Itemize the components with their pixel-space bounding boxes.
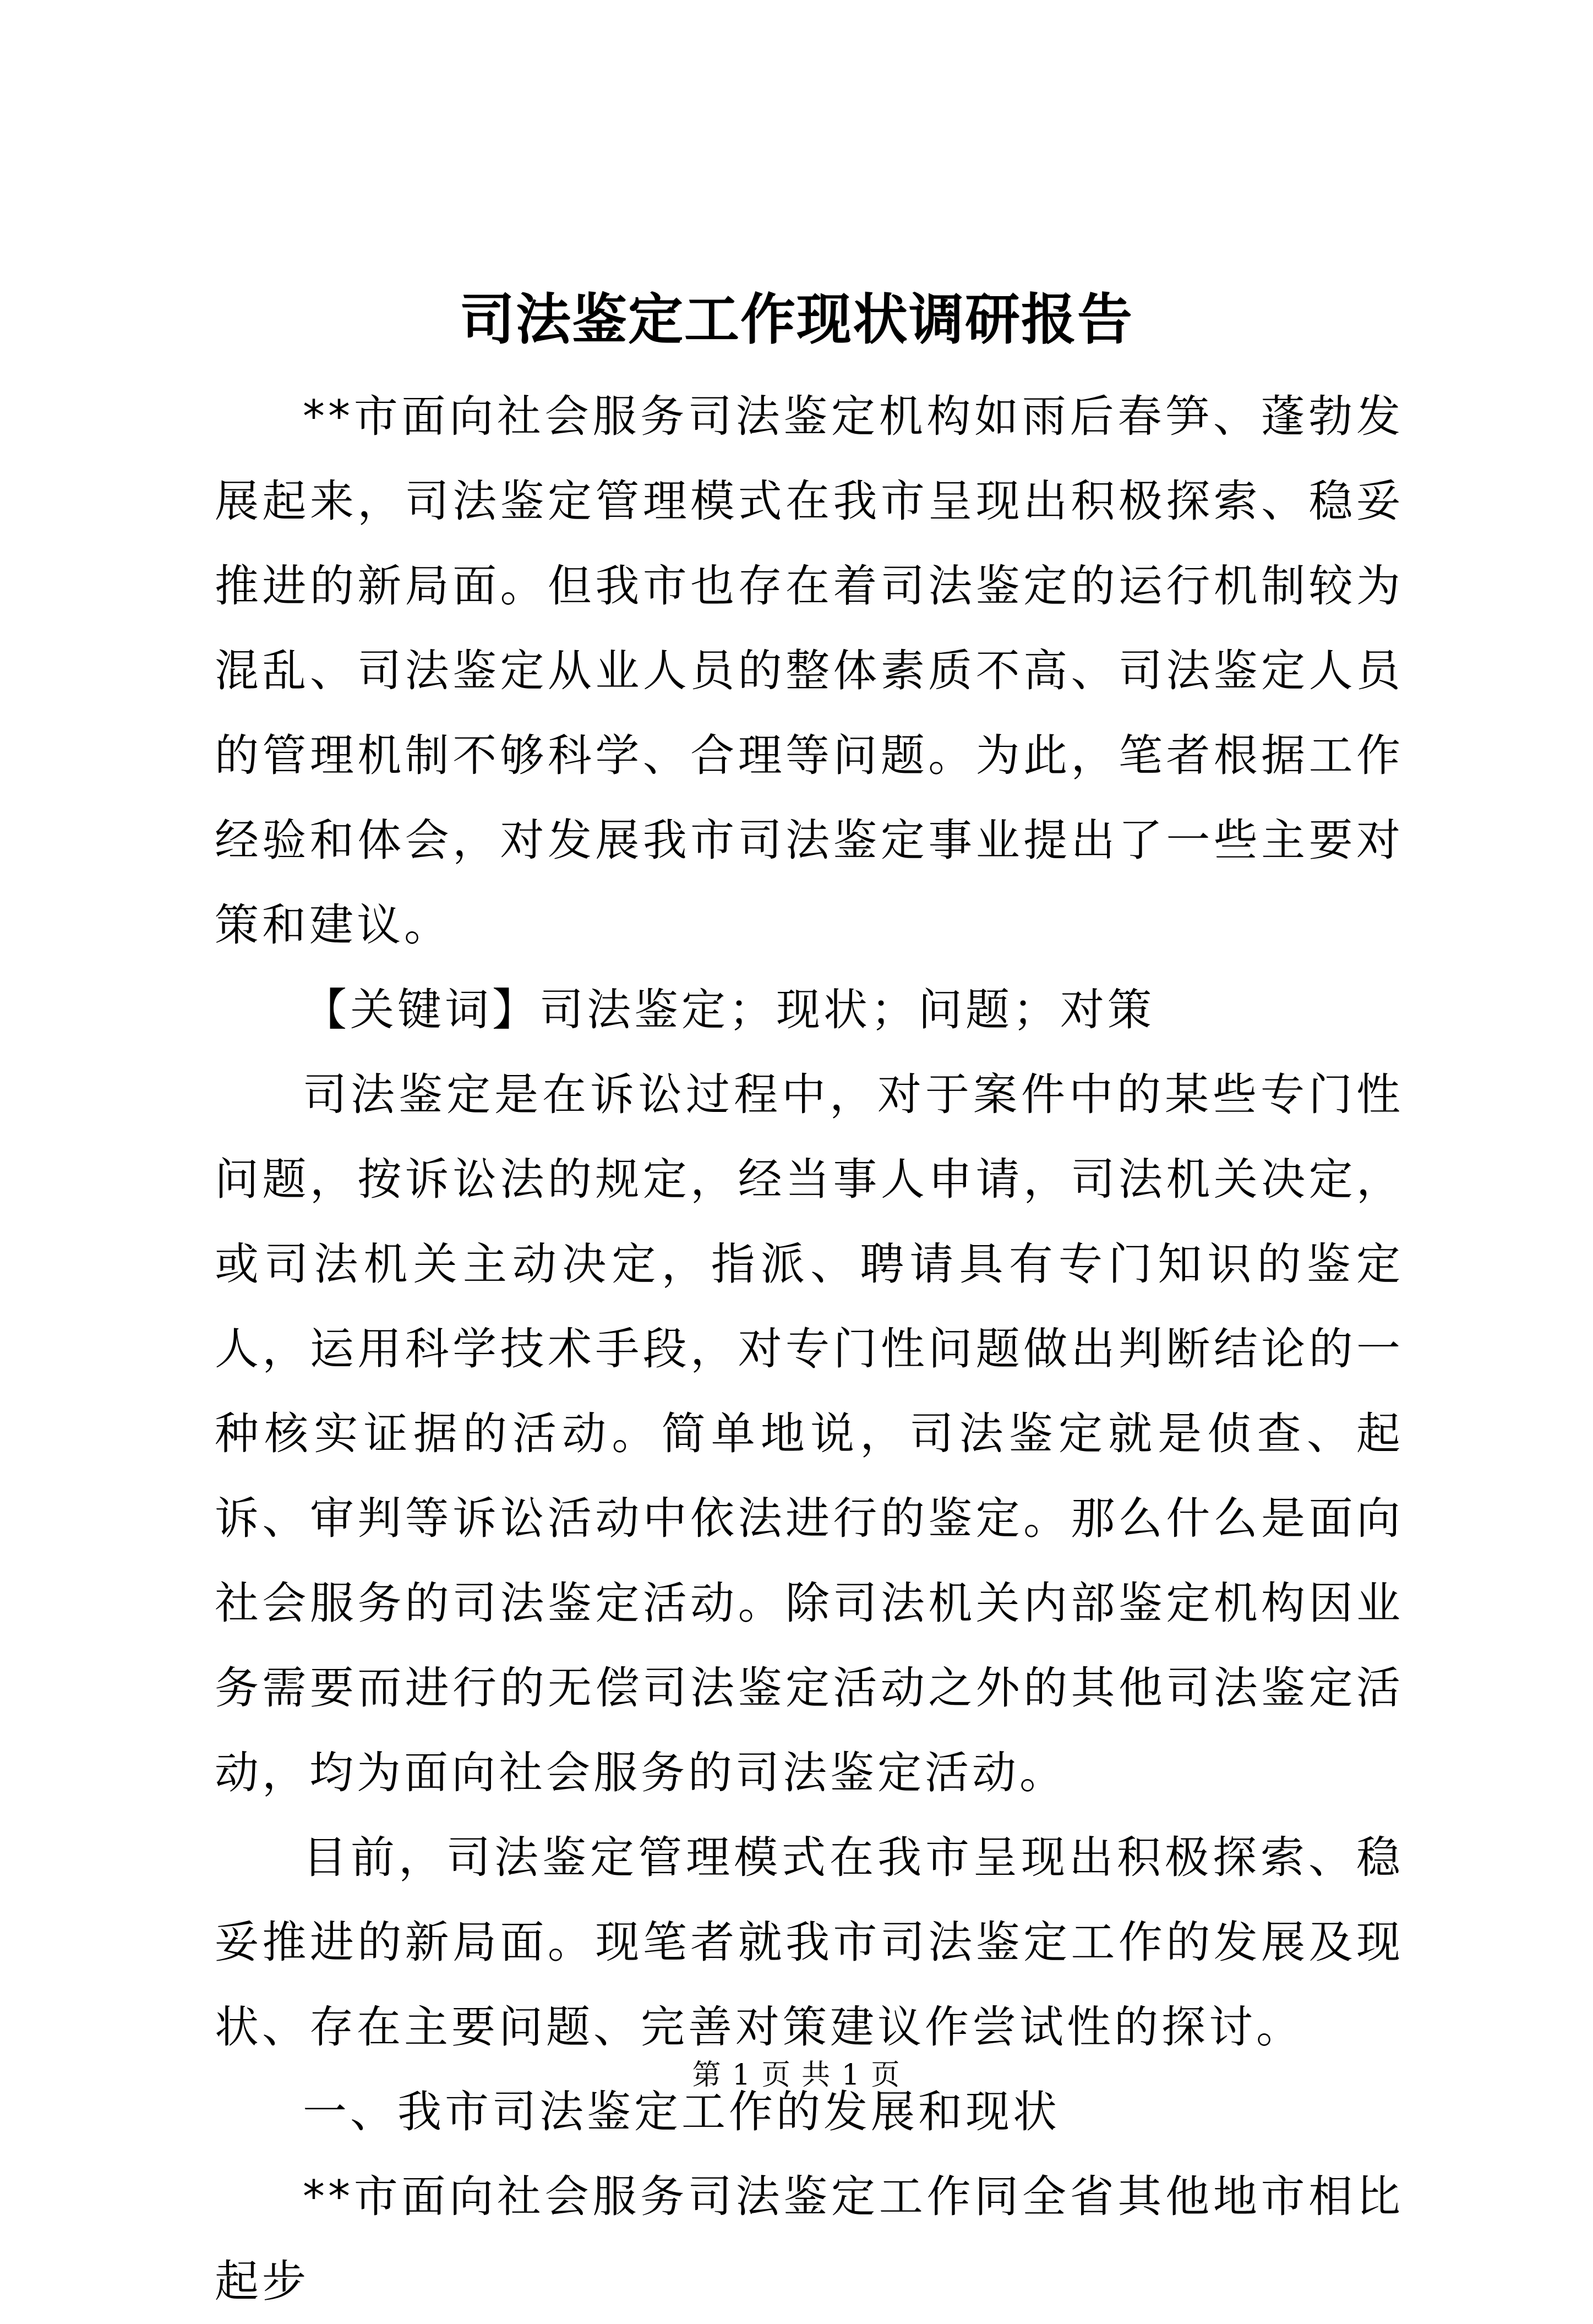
paragraph-intro: **市面向社会服务司法鉴定机构如雨后春笋、蓬勃发展起来，司法鉴定管理模式在我市呈现出积极探索、稳妥推进的新局面。但我市也存在着司法鉴定的运行机制较为混乱、司法鉴定从业人员的整体素质不高、司法鉴定人员的管理机制不够科学、合理等问题。为此，笔者根据工作经验和体会，对发展我市司法鉴定事业提出了一些主要对策和建议。 <box>215 391 1404 951</box>
document-body <box>215 374 1404 2324</box>
paragraph-section-start: **市面向社会服务司法鉴定工作同全省其他地市相比起步 <box>215 2171 1404 2307</box>
section-heading: 一、我市司法鉴定工作的发展和现状 <box>303 2086 1060 2137</box>
paragraph-current: 目前，司法鉴定管理模式在我市呈现出积极探索、稳妥推进的新局面。现笔者就我市司法鉴定工作的发展及现状、存在主要问题、完善对策建议作尝试性的探讨。 <box>215 1832 1404 2053</box>
document-title: 司法鉴定工作现状调研报告 <box>460 287 1133 352</box>
page-footer: 第 1 页 共 1 页 <box>692 2059 901 2092</box>
paragraph-keywords: 【关键词】司法鉴定；现状；问题；对策 <box>303 984 1155 1035</box>
paragraph-definition: 司法鉴定是在诉讼过程中，对于案件中的某些专门性问题，按诉讼法的规定，经当事人申请，司法机关决定，或司法机关主动决定，指派、聘请具有专门知识的鉴定人，运用科学技术手段，对专门性问题做出判断结论的一种核实证据的活动。简单地说，司法鉴定就是侦查、起诉、审判等诉讼活动中依法进行的鉴定。那么什么是面向社会服务的司法鉴定活动。除司法机关内部鉴定机构因业务需要而进行的无偿司法鉴定活动之外的其他司法鉴定活动，均为面向社会服务的司法鉴定活动。 <box>215 1069 1404 1798</box>
